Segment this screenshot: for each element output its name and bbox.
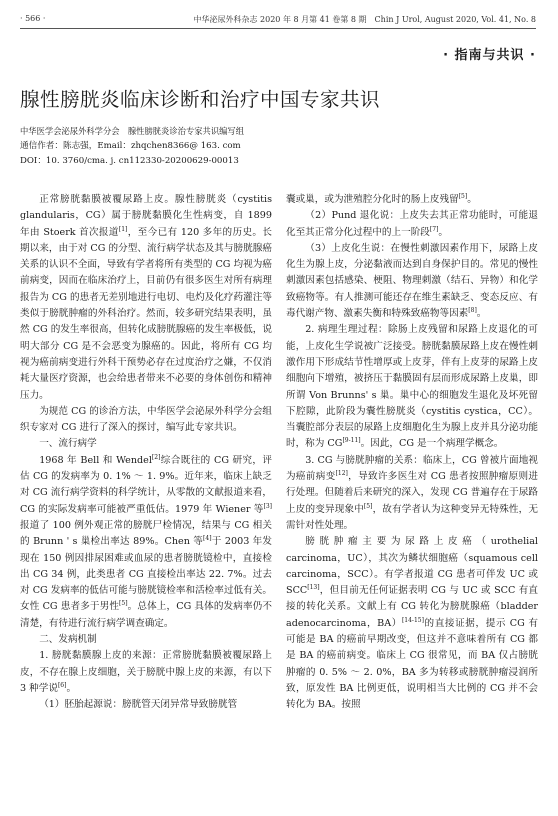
citation[interactable]: [8] bbox=[468, 306, 477, 314]
right-column bbox=[286, 192, 538, 714]
citation[interactable]: [12] bbox=[335, 469, 348, 477]
citation[interactable]: [1] bbox=[118, 225, 128, 233]
corresponding-author: 通信作者：陈志强，Email：zhqchen8366@ 163. com bbox=[20, 141, 241, 151]
header-rule bbox=[20, 28, 536, 29]
citation[interactable]: [9-11] bbox=[342, 437, 361, 445]
citation[interactable]: [4] bbox=[203, 535, 212, 543]
citation[interactable]: [14-15] bbox=[401, 616, 424, 624]
left-column bbox=[20, 192, 272, 714]
citation[interactable]: [5] bbox=[363, 502, 373, 510]
article-meta bbox=[20, 124, 244, 169]
doi: DOI：10. 3760/cma. j. cn112330-20200629-00013 bbox=[20, 156, 239, 166]
citation[interactable]: [2] bbox=[151, 453, 161, 461]
paragraph: （3）上皮化生说：在慢性刺激因素作用下，尿路上皮化生为腺上皮，分泌黏液而达到自身保护目的。常见的慢性刺激因素包括感染、梗阻、物理刺激（结石、异物）和化学致癌物等。有人推测可能还存在维生素缺乏、变态反应、有毒代谢产物、激素失衡和特殊致癌物等因素[8]。 bbox=[286, 242, 538, 320]
citation[interactable]: [7] bbox=[429, 225, 439, 233]
paragraph: 膀胱肿瘤主要为尿路上皮癌（urothelial carcinoma，UC），其次为鳞状细胞癌（squamous cell carcinoma，SCC）。有学者报道 CG 患者可伴发 UC 或 SCC[13]，但目前无任何证据表明 CG 与 UC 或 SCC 有直接的转化关系。文献上有 CG 转化为膀胱腺癌（bladder adenocarcinoma，BA）[14-15]的直接证据，提示 CG 有可能是 BA 的癌前早期改变，但这并不意味着所有 CG 都是 BA 的癌前病变。临床上 CG 很常见，而 BA 仅占膀胱肿瘤的 0. 5% ～ 2. 0%，BA 多为转移或膀胱肿瘤浸润所致，原发性 BA 比例更低，说明相当大比例的 CG 并不会转化为 BA。按照 bbox=[286, 536, 538, 711]
running-header bbox=[20, 12, 536, 28]
paragraph: 2. 病理生理过程：除肠上皮残留和尿路上皮退化的可能，上皮化生学说被广泛接受。膀胱黏膜尿路上皮在慢性刺激作用下形成结节性增厚或上皮芽，伴有上皮芽的尿路上皮细胞向下增殖，被挤压于黏膜固有层而形成尿路上皮巢，即所谓 Von Brunns' s 巢。巢中心的细胞发生退化及坏死留下腔隙，此阶段为囊性膀胱炎（cystitis cystica，CC）。当囊腔部分表层的尿路上皮细胞化生为腺上皮并具分泌功能时，称为 CG[9-11]。因此，CG 是一个病理学概念。 bbox=[286, 324, 538, 450]
citation[interactable]: [5] bbox=[458, 192, 468, 200]
journal-info: 中华泌尿外科杂志 2020 年 8 月第 41 卷第 8 期 Chin J Urol, August 2020, Vol. 41, No. 8 bbox=[193, 15, 536, 24]
paragraph: 1968 年 Bell 和 Wendel[2]综合既往的 CG 研究，评估 CG 的发病率为 0. 1% ～ 1. 9%。近年来，临床上缺乏对 CG 流行病学资料的科学统计，从零散的文献报道来看，CG 的实际发病率可能被严重低估。1979 年 Wiener 等[3]报道了 100 例外观正常的膀胱尸检情况，结果与 CG 相关的 Brunn ' s 巢检出率达 89%。Chen 等[4]于 2003 年发现在 150 例因排尿困难或血尿的患者膀胱镜检中，直接检出 CG 34 例，此类患者 CG 直接检出率达 22. 7%。过去对 CG 发病率的低估可能与膀胱镜检率和活检率过低有关。女性 CG 患者多于男性[5]。总体上，CG 具体的发病率仍不清楚，有待进行流行病学调查确定。 bbox=[20, 453, 273, 629]
page-number: · 566 · bbox=[20, 14, 46, 23]
author-organization: 中华医学会泌尿外科学分会 腺性膀胱炎诊治专家共识编写组 bbox=[20, 126, 245, 136]
section-tag: · 指南与共识 · bbox=[443, 48, 536, 63]
section-heading: 二、发病机制 bbox=[39, 634, 97, 646]
paragraph: （2）Pund 退化说：上皮失去其正常功能时，可能退化至其正常分化过程中的上一阶段[7]。 bbox=[286, 210, 538, 238]
paragraph: 1. 膀胱黏膜腺上皮的来源：正常膀胱黏膜被覆尿路上皮，不存在腺上皮细胞，关于膀胱中腺上皮的来源，有以下 3 种学说[6]。 bbox=[20, 650, 272, 694]
citation[interactable]: [5] bbox=[119, 600, 128, 608]
citation[interactable]: [13] bbox=[307, 583, 320, 591]
paragraph: 为规范 CG 的诊治方法，中华医学会泌尿外科学分会组织专家对 CG 进行了深入的探讨，编写此专家共识。 bbox=[20, 405, 272, 434]
article-title: 腺性膀胱炎临床诊断和治疗中国专家共识 bbox=[20, 88, 381, 111]
paragraph: 囊或巢，或为泄殖腔分化时的肠上皮残留[5]。 bbox=[286, 192, 477, 205]
citation[interactable]: [3] bbox=[263, 502, 272, 510]
paragraph: （1）胚胎起源说：膀胱管天闭异常导致膀胱管 bbox=[39, 699, 238, 711]
paragraph: 3. CG 与膀胱肿瘤的关系：临床上，CG 曾被片面地视为癌前病变[12]，导致许多医生对 CG 患者按照肿瘤原则进行处理。但随着后来研究的深入，发现 CG 普遍存在于尿路上皮的变异现象中[5]，故有学者认为这种变异无特殊性，无需针对性处理。 bbox=[286, 454, 539, 531]
citation[interactable]: [6] bbox=[57, 681, 67, 689]
section-heading: 一、流行病学 bbox=[39, 438, 97, 450]
paragraph: 正常膀胱黏膜被覆尿路上皮。腺性膀胱炎（cystitis glandularis，CG）属于膀胱黏膜化生性病变，自 1899 年由 Stoerk 首次报道[1]，至今已有 120 多年的历史。长期以来，由于对 CG 的分型、流行病学状态及其与膀胱腺癌关系的认识不全面，导致有学者将所有类型的 CG 均视为癌前病变，因而在临床治疗上，目前仍有很多医生对所有病理报告为 CG 的患者无差别地进行电切、电灼及化疗药灌注等类似于膀胱肿瘤的外科治疗。然而，较多研究结果表明，虽然 CG 的发生率很高，但转化成膀胱腺癌的发生率极低，说明大部分 CG 是不会恶变为腺癌的。因此，将所有 CG 均视为癌前病变进行外科干预势必存在过度治疗之嫌，不仅消耗大量医疗资源，也会给患者带来不必要的身体创伤和精神压力。 bbox=[20, 194, 272, 401]
